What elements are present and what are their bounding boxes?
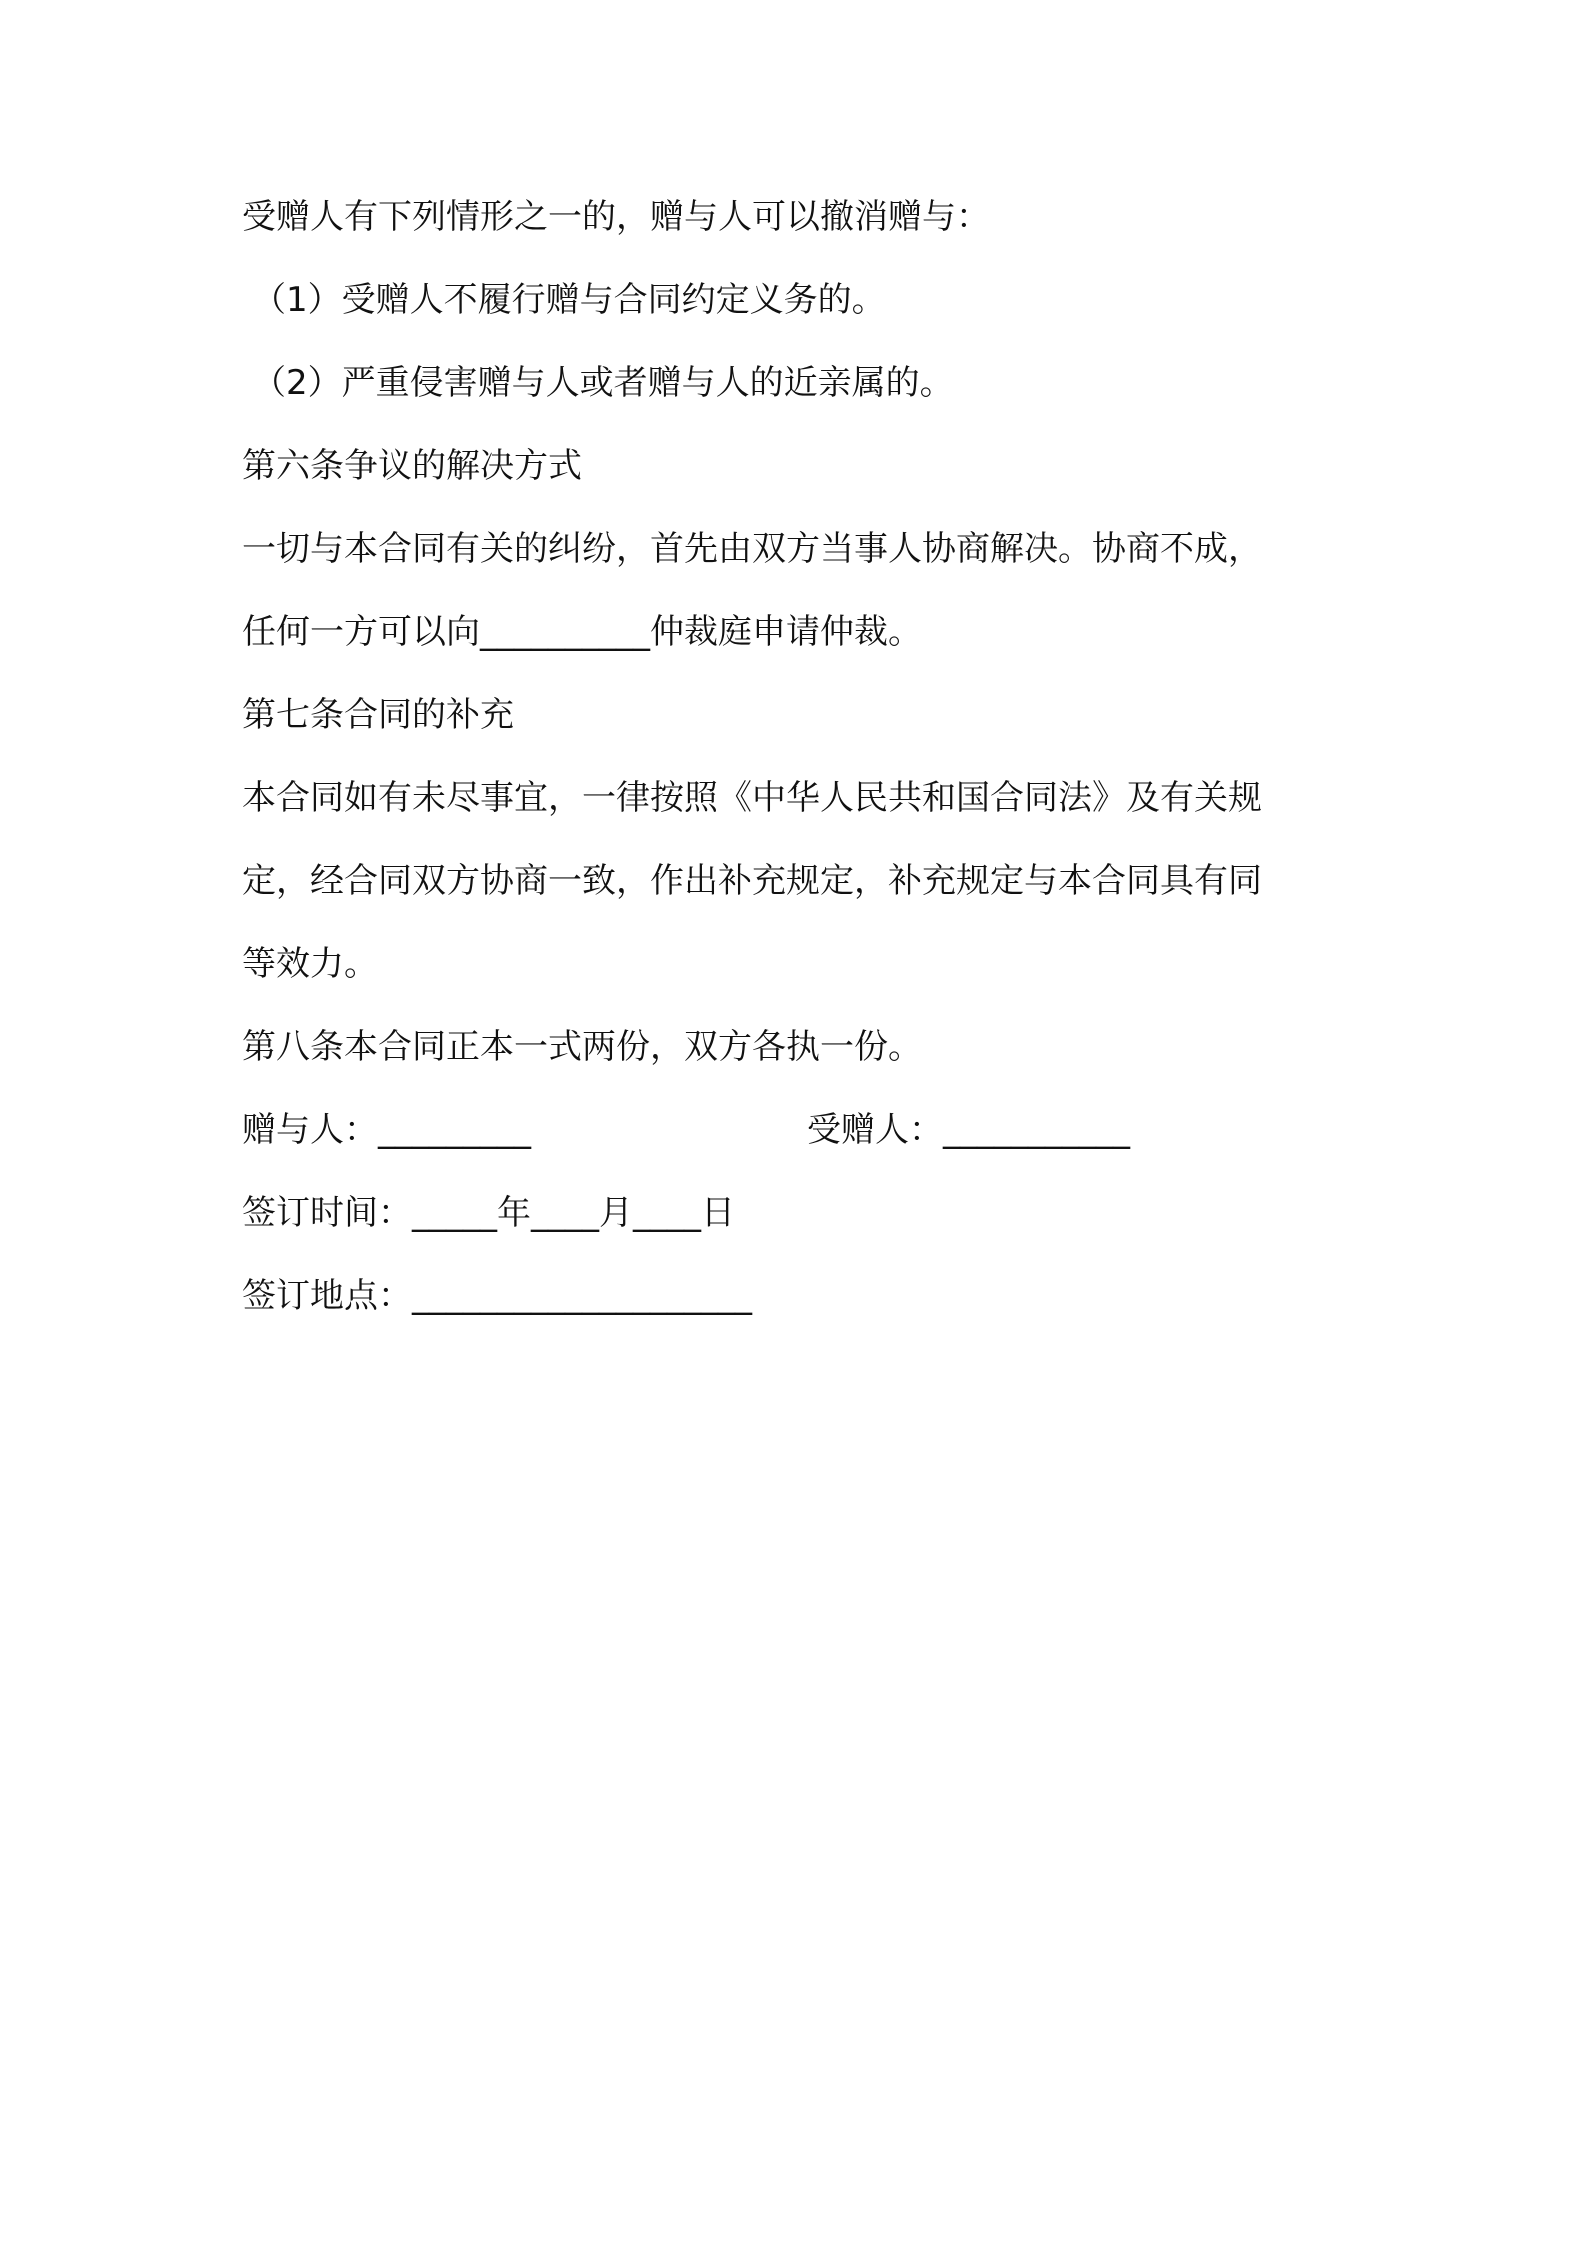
signature-row	[242, 1109, 1362, 1151]
article-6-text-2: 任何一方可以向__________仲裁庭申请仲裁。	[242, 612, 922, 652]
article-6-heading: 第六条争议的解决方式	[242, 446, 582, 486]
donee-signature-field: 受赠人：___________	[807, 1110, 1130, 1150]
article-7-text-2: 定，经合同双方协商一致，作出补充规定，补充规定与本合同具有同	[242, 861, 1262, 901]
signing-date-field: 签订时间：_____年____月____日	[242, 1193, 735, 1233]
donor-signature-field: 赠与人：_________	[242, 1110, 531, 1150]
document-body	[242, 196, 1362, 1358]
article-7-text-1: 本合同如有未尽事宜，一律按照《中华人民共和国合同法》及有关规	[242, 778, 1262, 818]
article-7-heading: 第七条合同的补充	[242, 695, 514, 735]
article-7-text-3: 等效力。	[242, 944, 378, 984]
revocation-item-2: （2）严重侵害赠与人或者赠与人的近亲属的。	[252, 363, 954, 403]
signing-place-field: 签订地点：____________________	[242, 1276, 752, 1316]
article-8-text: 第八条本合同正本一式两份，双方各执一份。	[242, 1027, 922, 1067]
revocation-item-1: （1）受赠人不履行赠与合同约定义务的。	[252, 280, 886, 320]
article-6-text-1: 一切与本合同有关的纠纷，首先由双方当事人协商解决。协商不成，	[242, 529, 1262, 569]
revocation-intro: 受赠人有下列情形之一的，赠与人可以撤消赠与：	[242, 197, 990, 237]
